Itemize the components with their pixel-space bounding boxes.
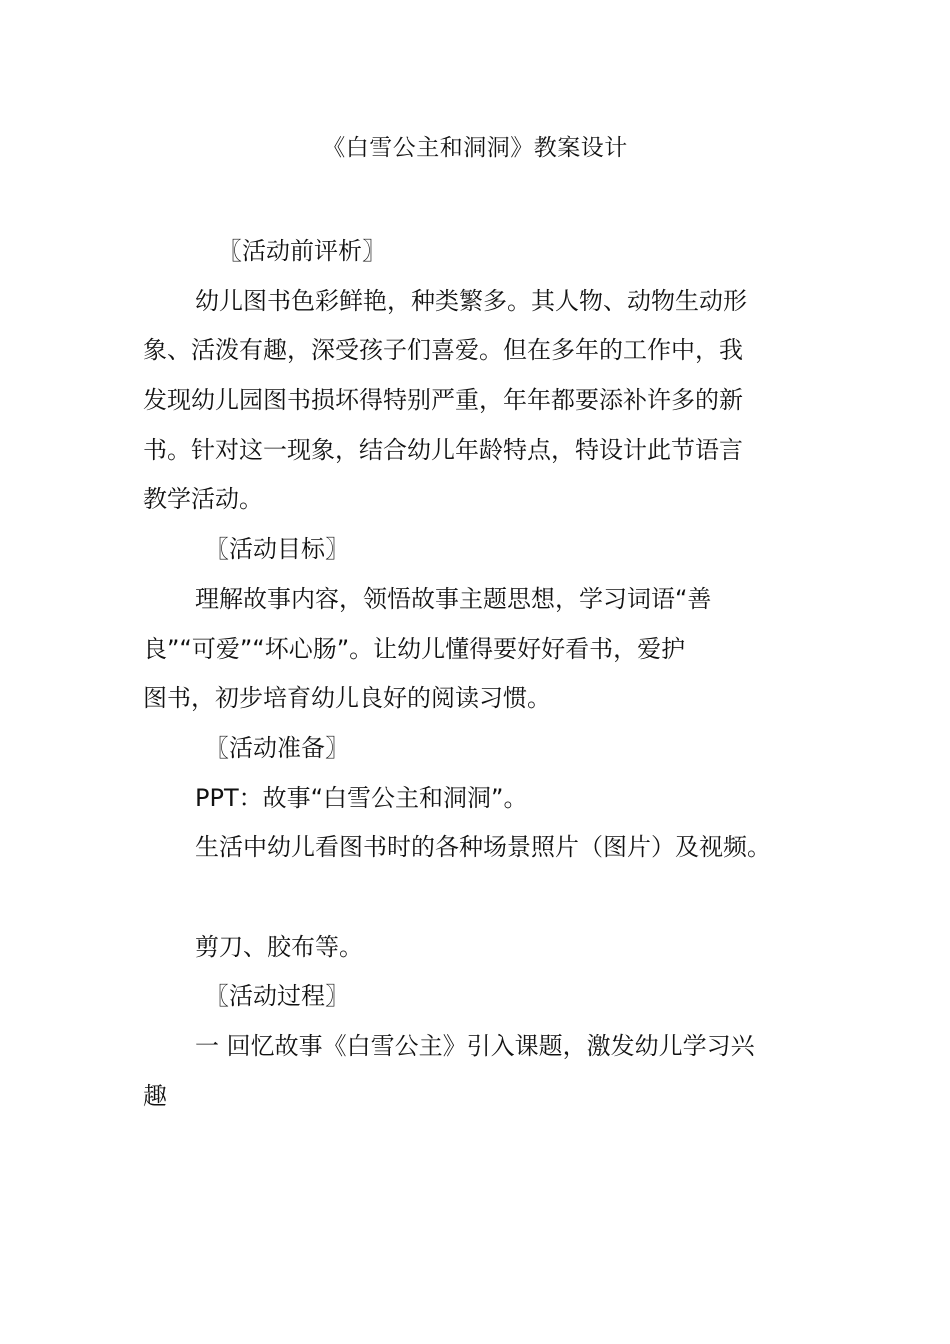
section-heading-process: 〖活动过程〗 (205, 982, 349, 1011)
document-body (143, 227, 803, 1121)
section-heading-pre-analysis: 〖活动前评析〗 (218, 237, 386, 265)
paragraph-line: 幼儿图书色彩鲜艳，种类繁多。其人物、动物生动形 (195, 286, 747, 315)
document-title: 《白雪公主和洞洞》教案设计 (322, 135, 628, 161)
paragraph-line: 书。针对这一现象，结合幼儿年龄特点，特设计此节语言 (143, 435, 743, 464)
paragraph-line: 剪刀、胶布等。 (195, 932, 363, 961)
paragraph-line: 一 回忆故事《白雪公主》引入课题，激发幼儿学习兴 (195, 1032, 755, 1060)
paragraph-line: 生活中幼儿看图书时的各种场景照片（图片）及视频。 (195, 833, 771, 862)
paragraph-line: 趣 (143, 1081, 167, 1110)
paragraph-line: 发现幼儿园图书损坏得特别严重，年年都要添补许多的新 (143, 386, 743, 415)
section-heading-goals: 〖活动目标〗 (205, 535, 349, 564)
paragraph-line: 图书，初步培育幼儿良好的阅读习惯。 (143, 684, 551, 713)
section-heading-preparation: 〖活动准备〗 (205, 733, 349, 762)
paragraph-line: PPT：故事“白雪公主和洞洞”。 (195, 783, 528, 812)
blank-line (143, 873, 803, 923)
paragraph-line: 良”“可爱”“坏心肠”。让幼儿懂得要好好看书，爱护 (143, 634, 686, 663)
paragraph-line: 教学活动。 (143, 485, 263, 514)
paragraph-line: 象、活泼有趣，深受孩子们喜爱。但在多年的工作中，我 (143, 336, 743, 365)
paragraph-line: 理解故事内容，领悟故事主题思想，学习词语“善 (195, 584, 712, 613)
